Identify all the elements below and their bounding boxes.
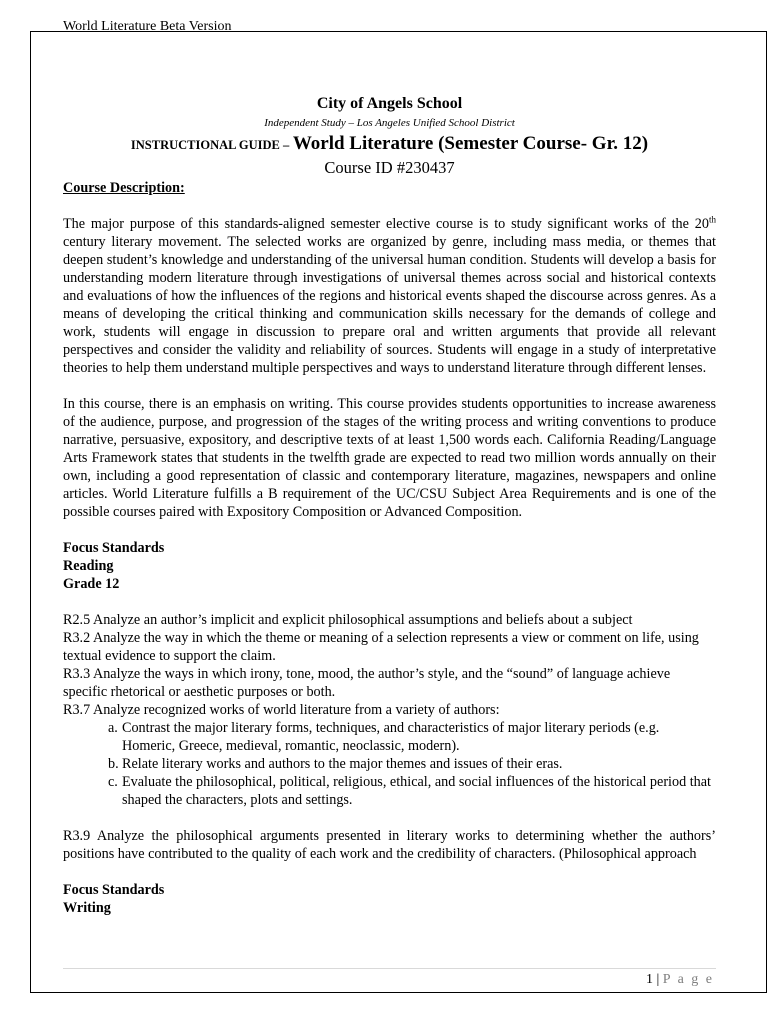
list-item-text: Contrast the major literary forms, techniques, and characteristics of major literary periods (e.g. Homeric, Greece, medieval, romantic, neoclassic, modern). bbox=[122, 720, 660, 754]
district-subtitle: Independent Study – Los Angeles Unified School District bbox=[264, 117, 515, 129]
list-item-letter: b. bbox=[108, 756, 119, 772]
guide-title-line bbox=[63, 131, 716, 158]
course-id: Course ID #230437 bbox=[324, 158, 455, 177]
list-item-text: Relate literary works and authors to the major themes and issues of their eras. bbox=[122, 756, 563, 772]
para1-superscript: th bbox=[708, 214, 716, 225]
list-item-letter: c. bbox=[108, 774, 118, 790]
standard-r3-3: R3.3 Analyze the ways in which irony, tone, mood, the author’s style, and the “sound” of language achieve specific rhetorical or aesthetic purposes or both. bbox=[63, 666, 671, 700]
running-header: World Literature Beta Version bbox=[63, 19, 232, 34]
page-footer bbox=[646, 971, 714, 989]
page-word: P a g e bbox=[662, 972, 714, 987]
list-item-text: Evaluate the philosophical, political, religious, ethical, and social influences of the historical period that shaped the characters, plots and settings. bbox=[122, 774, 711, 808]
focus-standards-heading: Focus Standards bbox=[63, 540, 165, 556]
description-paragraph-2: In this course, there is an emphasis on writing. This course provides students opportunities to increase awareness of the audience, purpose, and progression of the stages of the writing process and writing conventions to produce narrative, persuasive, expository, and descriptive texts of at least 1,500 words each. California Reading/Language Arts Framework states that students in the twelfth grade are expected to read two million words annually on their own, including a good representation of classic and contemporary literature, magazines, newspapers and online articles. World Literature fulfills a B requirement of the UC/CSU Subject Area Requirements and is one of the possible courses paired with Expository Composition or Advanced Composition. bbox=[63, 396, 716, 520]
school-title: City of Angels School bbox=[316, 95, 463, 112]
course-description-heading: Course Description: bbox=[63, 180, 185, 196]
para1-start: The major purpose of this standards-aligned semester elective course is to study significant works of the 20 bbox=[63, 216, 709, 232]
reading-subheading: Reading bbox=[63, 558, 114, 574]
footer-rule bbox=[63, 968, 716, 969]
list-item bbox=[108, 719, 716, 755]
para1-rest: century literary movement. The selected works are organized by genre, including mass media, or themes that deepen student’s knowledge and understanding of the universal human condition. Students will develop a basis for understanding modern literature through investigations of universal themes across social and historical contexts and evaluations of how the influences of the regions and historical events shaped the discourse across genres. As a means of developing the critical thinking and communication skills necessary for the demands of college and work, students will engage in discussion to prepare oral and written arguments that provide all relevant perspectives and consider the validity and reliability of sources. Students will engage in a study of interpretative theories to help them understand multiple perspectives and ways to understand literature through different lenses. bbox=[63, 234, 716, 376]
standard-r3-7: R3.7 Analyze recognized works of world literature from a variety of authors: bbox=[63, 702, 500, 718]
description-paragraph-1 bbox=[63, 215, 716, 377]
guide-prefix: INSTRUCTIONAL GUIDE – bbox=[130, 138, 290, 152]
list-item bbox=[108, 755, 716, 773]
page-number: 1 bbox=[645, 972, 653, 987]
writing-subheading: Writing bbox=[63, 900, 111, 916]
page-separator: | bbox=[656, 972, 660, 987]
standard-r3-2: R3.2 Analyze the way in which the theme or meaning of a selection represents a view or comment on life, using textual evidence to support the claim. bbox=[63, 630, 699, 664]
grade-subheading: Grade 12 bbox=[63, 576, 120, 592]
guide-title: World Literature (Semester Course- Gr. 12) bbox=[292, 133, 649, 154]
focus-standards-writing-heading: Focus Standards bbox=[63, 882, 165, 898]
list-item-letter: a. bbox=[108, 720, 118, 736]
list-item bbox=[108, 773, 716, 809]
standard-r3-9: R3.9 Analyze the philosophical arguments presented in literary works to determining whether the authors’ positions have contributed to the quality of each work and the credibility of characters. (Philosophical approach bbox=[63, 828, 716, 862]
document-body bbox=[63, 93, 716, 917]
standard-r2-5: R2.5 Analyze an author’s implicit and explicit philosophical assumptions and beliefs about a subject bbox=[63, 612, 633, 628]
r3-7-sublist bbox=[63, 719, 716, 809]
